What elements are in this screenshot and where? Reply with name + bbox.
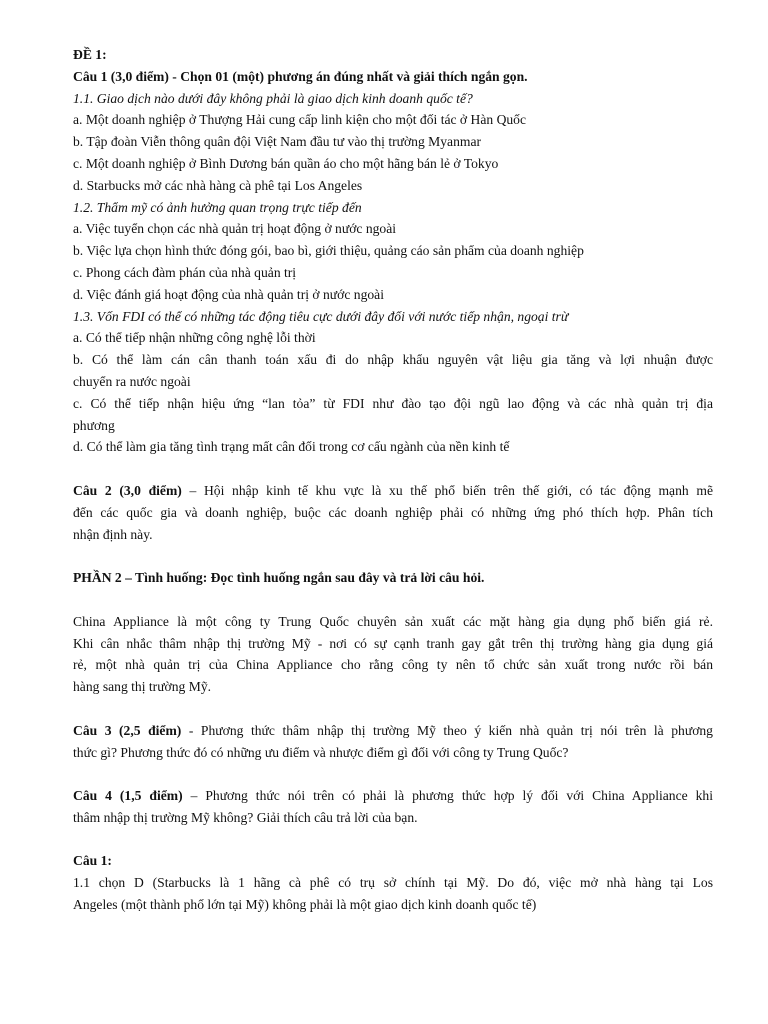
option-1-1-c: c. Một doanh nghiệp ở Bình Dương bán quần áo cho một hãng bán lẻ ở Tokyo bbox=[73, 155, 499, 171]
question-3-line-1 bbox=[73, 720, 713, 742]
question-4-line-1 bbox=[73, 785, 713, 807]
part-2-heading: PHẦN 2 – Tình huống: Đọc tình huống ngắn sau đây và trả lời câu hỏi. bbox=[73, 570, 485, 586]
question-2-label: Câu 2 (3,0 điểm) bbox=[73, 482, 182, 498]
case-line-2: Khi cân nhắc thâm nhập thị trường Mỹ - nơi có sự cạnh tranh gay gắt trên thị trường hàng gia dụng giá bbox=[73, 635, 713, 651]
question-1-heading: Câu 1 (3,0 điểm) - Chọn 01 (một) phương án đúng nhất và giải thích ngắn gọn. bbox=[73, 68, 528, 84]
answer-heading: Câu 1: bbox=[73, 853, 112, 869]
question-4-label: Câu 4 (1,5 điểm) bbox=[73, 788, 183, 804]
option-1-2-a: a. Việc tuyển chọn các nhà quản trị hoạt động ở nước ngoài bbox=[73, 221, 397, 237]
question-2-line-2: đến các quốc gia và doanh nghiệp, buộc các doanh nghiệp phải có những ứng phó thích hợp. Phân tích bbox=[73, 504, 713, 520]
option-1-2-c: c. Phong cách đàm phán của nhà quản trị bbox=[73, 264, 297, 280]
question-4-text: – Phương thức nói trên có phải là phương thức hợp lý đối với China Appliance khi bbox=[182, 788, 713, 804]
question-4-line-2: thâm nhập thị trường Mỹ không? Giải thích câu trả lời của bạn. bbox=[73, 809, 418, 825]
option-1-1-b: b. Tập đoàn Viễn thông quân đội Việt Nam đầu tư vào thị trường Myanmar bbox=[73, 134, 482, 150]
spacer bbox=[73, 589, 713, 611]
spacer bbox=[73, 458, 713, 480]
option-1-3-b-line-2: chuyển ra nước ngoài bbox=[73, 373, 191, 389]
document-page bbox=[73, 44, 713, 916]
option-1-1-a: a. Một doanh nghiệp ở Thượng Hải cung cấp linh kiện cho một đối tác ở Hàn Quốc bbox=[73, 112, 527, 128]
option-1-2-b: b. Việc lựa chọn hình thức đóng gói, bao bì, giới thiệu, quảng cáo sản phẩm của doanh nghiệp bbox=[73, 243, 584, 259]
question-1-3-prompt: 1.3. Vốn FDI có thể có những tác động tiêu cực dưới đây đối với nước tiếp nhận, ngoại trừ bbox=[73, 308, 569, 324]
question-1-2-prompt: 1.2. Thẩm mỹ có ảnh hưởng quan trọng trực tiếp đến bbox=[73, 199, 362, 215]
question-2-line-3: nhận định này. bbox=[73, 526, 153, 542]
option-1-3-b-line-1: b. Có thể làm cán cân thanh toán xấu đi do nhập khẩu nguyên vật liệu gia tăng và lợi nhuận được bbox=[73, 352, 713, 368]
case-line-1: China Appliance là một công ty Trung Quốc chuyên sản xuất các mặt hàng gia dụng phổ biến giá rẻ. bbox=[73, 613, 713, 629]
spacer bbox=[73, 545, 713, 567]
case-line-3: rẻ, một nhà quản trị của China Appliance cho rằng công ty nên tổ chức sản xuất trong nước rồi bán bbox=[73, 657, 713, 673]
question-2-line-1 bbox=[73, 480, 713, 502]
question-3-label: Câu 3 (2,5 điểm) bbox=[73, 722, 182, 738]
answer-line-1: 1.1 chọn D (Starbucks là 1 hãng cà phê có trụ sở chính tại Mỹ. Do đó, việc mở nhà hàng tại Los bbox=[73, 875, 713, 891]
spacer bbox=[73, 698, 713, 720]
option-1-3-c-line-2: phương bbox=[73, 417, 115, 433]
spacer bbox=[73, 763, 713, 785]
option-1-1-d: d. Starbucks mở các nhà hàng cà phê tại Los Angeles bbox=[73, 177, 363, 193]
answer-line-2: Angeles (một thành phố lớn tại Mỹ) không phải là một giao dịch kinh doanh quốc tế) bbox=[73, 897, 537, 913]
exam-title: ĐỀ 1: bbox=[73, 47, 107, 62]
question-3-line-2: thức gì? Phương thức đó có những ưu điểm và nhược điểm gì đối với công ty Trung Quốc? bbox=[73, 744, 569, 760]
spacer bbox=[73, 829, 713, 851]
question-3-text: - Phương thức thâm nhập thị trường Mỹ theo ý kiến nhà quản trị nói trên là phương bbox=[181, 722, 713, 738]
option-1-3-c-line-1: c. Có thể tiếp nhận hiệu ứng “lan tỏa” từ FDI như đào tạo đội ngũ lao động và các nhà quản trị địa bbox=[73, 395, 713, 411]
question-1-1-prompt: 1.1. Giao dịch nào dưới đây không phải là giao dịch kinh doanh quốc tế? bbox=[73, 90, 473, 106]
option-1-2-d: d. Việc đánh giá hoạt động của nhà quản trị ở nước ngoài bbox=[73, 286, 384, 302]
case-line-4: hàng sang thị trường Mỹ. bbox=[73, 679, 212, 695]
option-1-3-a: a. Có thể tiếp nhận những công nghệ lỗi thời bbox=[73, 330, 316, 346]
option-1-3-d: d. Có thể làm gia tăng tình trạng mất cân đối trong cơ cấu ngành của nền kinh tế bbox=[73, 439, 510, 455]
question-2-text: – Hội nhập kinh tế khu vực là xu thế phổ biến trên thế giới, có tác động mạnh mẽ bbox=[181, 482, 713, 498]
